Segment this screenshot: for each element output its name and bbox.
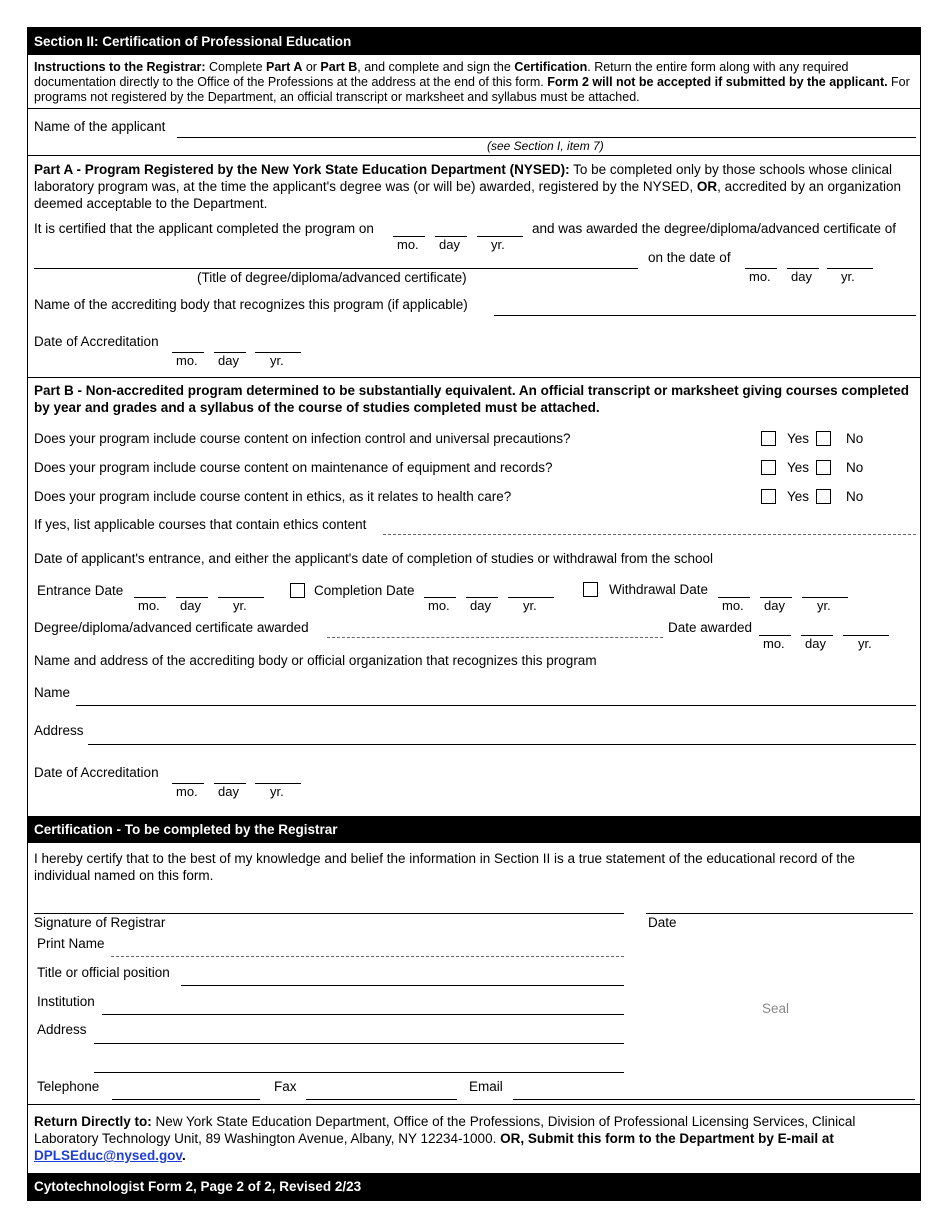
question-infection-control: Does your program include course content on infection control and universal precautions? [34, 431, 571, 446]
date-caption-mo: mo. [176, 784, 198, 799]
section-header [28, 28, 921, 55]
maintenance-no-checkbox[interactable] [816, 460, 831, 475]
date-caption-day: day [180, 598, 201, 613]
title-position-field[interactable] [181, 985, 624, 986]
org-address-label: Address [34, 723, 84, 738]
org-name-label: Name [34, 685, 71, 700]
date-caption-yr: yr. [270, 353, 284, 368]
date-caption-yr: yr. [491, 237, 505, 252]
awarded-label: and was awarded the degree/diploma/advanced certificate of [532, 221, 896, 236]
infection-yes-checkbox[interactable] [761, 431, 776, 446]
infection-no-checkbox[interactable] [816, 431, 831, 446]
org-address-field[interactable] [88, 744, 916, 745]
date-caption-day: day [791, 269, 812, 284]
seal-placeholder: Seal [762, 1001, 790, 1016]
signature-field[interactable] [34, 913, 624, 914]
title-position-label: Title or official position [37, 965, 170, 980]
maintenance-yes-checkbox[interactable] [761, 460, 776, 475]
certification-title: Certification - To be completed by the Registrar [34, 822, 338, 837]
date-caption-yr: yr. [858, 636, 872, 651]
fax-label: Fax [274, 1079, 297, 1094]
signature-label: Signature of Registrar [34, 915, 166, 930]
date-caption-mo: mo. [397, 237, 419, 252]
footer-label: Cytotechnologist Form 2, Page 2 of 2, Revised 2/23 [34, 1179, 362, 1194]
no-label: No [846, 431, 864, 446]
applicant-name-label: Name of the applicant [34, 119, 166, 134]
email-field[interactable] [513, 1099, 915, 1100]
return-instructions: Return Directly to: New York State Education Department, Office of the Professions, Division of Professional Licensing Services, Clinical Laboratory Technology Unit, 89 Washington Avenue, Albany, NY 12234-1000. OR, Submit this form to the Department by E-mail at DPLSEduc@nysed.gov. [34, 1114, 856, 1163]
no-label: No [846, 460, 864, 475]
fax-field[interactable] [306, 1099, 457, 1100]
cert-address-field-1[interactable] [94, 1043, 624, 1044]
date-caption-day: day [764, 598, 785, 613]
divider [28, 155, 921, 156]
no-label: No [846, 489, 864, 504]
part-b-heading: Part B - Non-accredited program determined to be substantially equivalent. An official transcript or marksheet giving courses completed by year and grades and a syllabus of the course of studies completed must be attached. [34, 383, 909, 415]
date-caption-mo: mo. [722, 598, 744, 613]
ethics-courses-field[interactable] [383, 534, 916, 535]
question-maintenance: Does your program include course content on maintenance of equipment and records? [34, 460, 553, 475]
date-caption-mo: mo. [749, 269, 771, 284]
cert-address-label: Address [37, 1022, 87, 1037]
date-caption-day: day [218, 784, 239, 799]
completion-date-label: Completion Date [314, 583, 415, 598]
ethics-no-checkbox[interactable] [816, 489, 831, 504]
institution-label: Institution [37, 994, 95, 1009]
dates-intro: Date of applicant's entrance, and either the applicant's date of completion of studies or withdrawal from the school [34, 551, 714, 566]
date-caption-yr: yr. [270, 784, 284, 799]
part-a-heading: Part A - Program Registered by the New York State Education Department (NYSED): To be completed only by those schools whose clinical laboratory program was, at the time the applicant's degree was (or will be) awarded, registered by the NYSED, OR, accredited by an organization deemed acceptable to the Department. [34, 162, 902, 211]
degree-awarded-label: Degree/diploma/advanced certificate awarded [34, 620, 309, 635]
entrance-date-label: Entrance Date [37, 583, 124, 598]
org-intro: Name and address of the accrediting body or official organization that recognizes this program [34, 653, 597, 668]
date-label: Date [648, 915, 677, 930]
date-caption-yr: yr. [817, 598, 831, 613]
yes-label: Yes [787, 489, 810, 504]
date-caption-yr: yr. [841, 269, 855, 284]
degree-title-caption: (Title of degree/diploma/advanced certificate) [197, 270, 467, 285]
date-caption-mo: mo. [428, 598, 450, 613]
print-name-label: Print Name [37, 936, 105, 951]
date-caption-day: day [470, 598, 491, 613]
yes-label: Yes [787, 431, 810, 446]
cert-address-field-2[interactable] [94, 1072, 624, 1073]
date-caption-yr: yr. [233, 598, 247, 613]
divider [28, 1104, 921, 1105]
on-date-label: on the date of [648, 250, 731, 265]
date-caption-mo: mo. [763, 636, 785, 651]
degree-awarded-field[interactable] [327, 637, 663, 638]
date-awarded-label: Date awarded [668, 620, 753, 635]
question-ethics: Does your program include course content in ethics, as it relates to health care? [34, 489, 512, 504]
telephone-label: Telephone [37, 1079, 100, 1094]
section-title: Section II: Certification of Professional Education [34, 34, 352, 49]
yes-label: Yes [787, 460, 810, 475]
print-name-field[interactable] [111, 956, 624, 957]
applicant-name-field[interactable] [177, 137, 916, 138]
divider [28, 108, 921, 109]
telephone-field[interactable] [112, 1099, 260, 1100]
instructions: Instructions to the Registrar: Complete Part A or Part B, and complete and sign the Certification. Return the entire form along with any required documentation directly to the Office of the Professions at the address at the end of this form. Form 2 will not be accepted if submitted by the applicant. For programs not registered by the Department, an official transcript or marksheet and syllabus must be attached. [34, 60, 910, 104]
email-label: Email [469, 1079, 503, 1094]
ethics-courses-label: If yes, list applicable courses that contain ethics content [34, 517, 367, 532]
org-name-field[interactable] [76, 705, 916, 706]
date-caption-mo: mo. [138, 598, 160, 613]
certified-label: It is certified that the applicant completed the program on [34, 221, 374, 236]
withdrawal-date-label: Withdrawal Date [609, 582, 709, 597]
date-caption-day: day [439, 237, 460, 252]
certification-header [28, 816, 921, 843]
date-caption-mo: mo. [176, 353, 198, 368]
date-caption-yr: yr. [523, 598, 537, 613]
email-link[interactable]: DPLSEduc@nysed.gov [34, 1148, 182, 1163]
divider [28, 377, 921, 378]
date-field[interactable] [646, 913, 913, 914]
footer-bar [28, 1173, 921, 1200]
date-caption-day: day [805, 636, 826, 651]
ethics-yes-checkbox[interactable] [761, 489, 776, 504]
instructions-lead: Instructions to the Registrar: [34, 60, 206, 74]
date-caption-day: day [218, 353, 239, 368]
withdrawal-checkbox[interactable] [583, 582, 598, 597]
accrediting-body-label: Name of the accrediting body that recognizes this program (if applicable) [34, 297, 468, 312]
applicant-name-note: (see Section I, item 7) [487, 139, 604, 153]
degree-title-field[interactable] [34, 268, 638, 269]
institution-field[interactable] [102, 1014, 624, 1015]
b-date-accreditation-label: Date of Accreditation [34, 765, 159, 780]
accrediting-body-field[interactable] [494, 315, 916, 316]
completion-checkbox[interactable] [290, 583, 305, 598]
certification-statement: I hereby certify that to the best of my knowledge and belief the information in Section II is a true statement of the educational record of the individual named on this form. [34, 851, 855, 883]
date-accreditation-label: Date of Accreditation [34, 334, 159, 349]
